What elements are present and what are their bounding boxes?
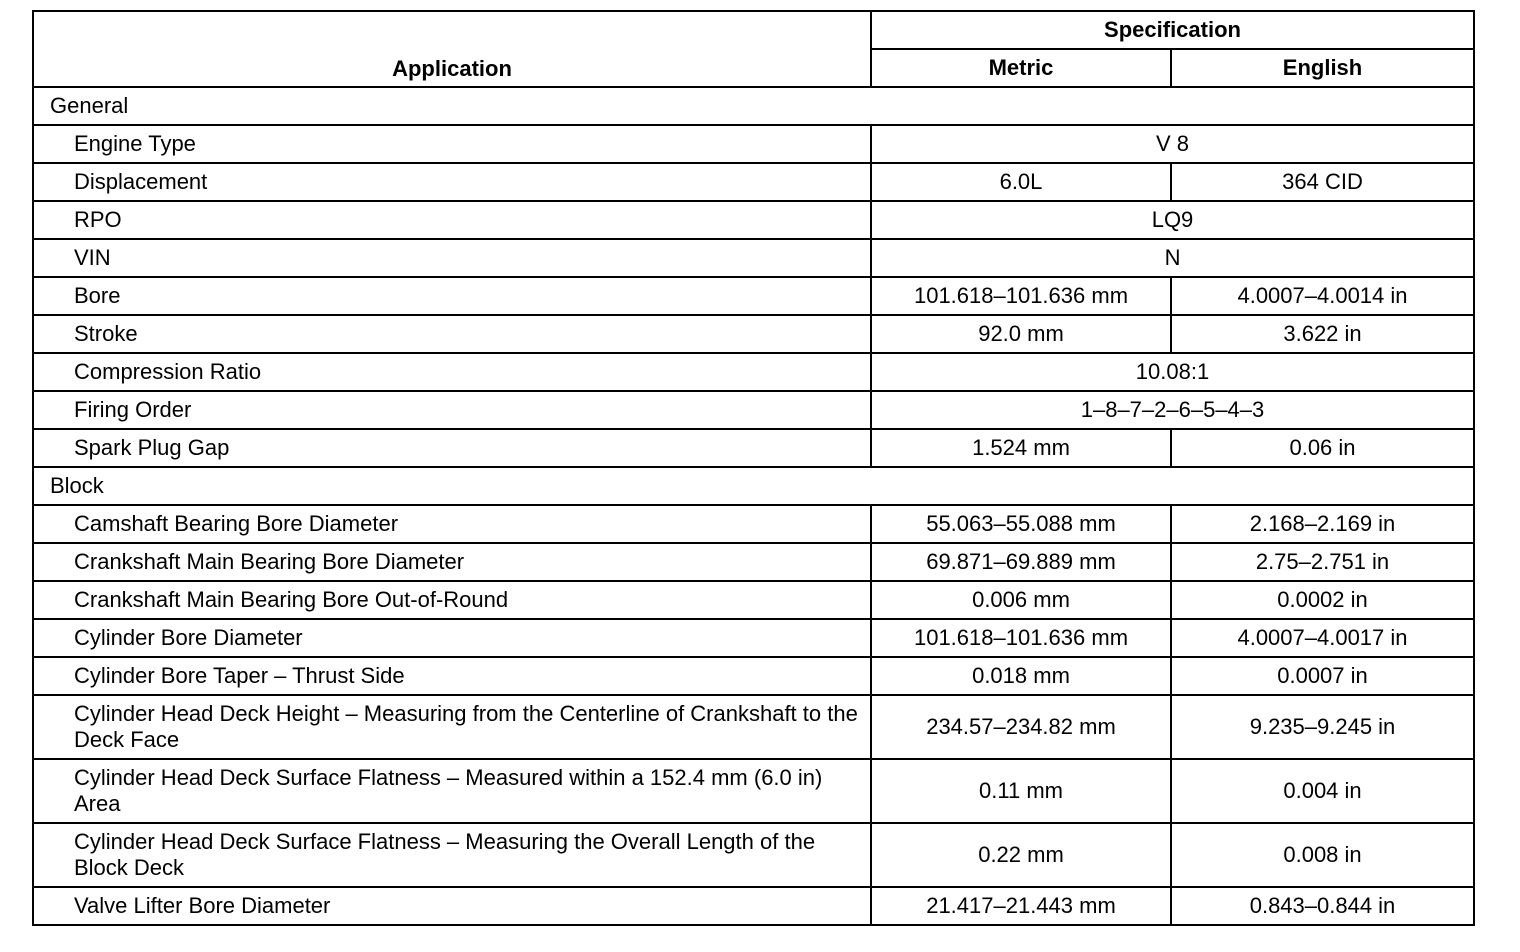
application-cell: Crankshaft Main Bearing Bore Diameter (33, 543, 871, 581)
table-row (33, 429, 1474, 467)
application-cell: Cylinder Head Deck Surface Flatness – Measuring the Overall Length of the Block Deck (33, 823, 871, 887)
table-row (33, 823, 1474, 887)
english-cell: 0.0007 in (1171, 657, 1474, 695)
combined-spec-cell: LQ9 (871, 201, 1474, 239)
application-cell: Cylinder Bore Diameter (33, 619, 871, 657)
table-row (33, 239, 1474, 277)
application-cell: Spark Plug Gap (33, 429, 871, 467)
application-header: Application (33, 11, 871, 87)
english-header: English (1171, 49, 1474, 87)
section-title: General (33, 87, 1474, 125)
metric-cell: 55.063–55.088 mm (871, 505, 1171, 543)
table-row (33, 315, 1474, 353)
metric-cell: 6.0L (871, 163, 1171, 201)
metric-cell: 0.006 mm (871, 581, 1171, 619)
application-cell: Firing Order (33, 391, 871, 429)
english-cell: 0.843–0.844 in (1171, 887, 1474, 925)
application-cell: VIN (33, 239, 871, 277)
table-row (33, 163, 1474, 201)
application-cell: Engine Type (33, 125, 871, 163)
english-cell: 2.75–2.751 in (1171, 543, 1474, 581)
application-cell: Displacement (33, 163, 871, 201)
application-cell: Cylinder Head Deck Surface Flatness – Measured within a 152.4 mm (6.0 in) Area (33, 759, 871, 823)
english-cell: 4.0007–4.0017 in (1171, 619, 1474, 657)
english-cell: 3.622 in (1171, 315, 1474, 353)
metric-cell: 234.57–234.82 mm (871, 695, 1171, 759)
metric-cell: 101.618–101.636 mm (871, 277, 1171, 315)
application-cell: Camshaft Bearing Bore Diameter (33, 505, 871, 543)
table-row (33, 581, 1474, 619)
section-title: Block (33, 467, 1474, 505)
english-cell: 2.168–2.169 in (1171, 505, 1474, 543)
application-cell: Crankshaft Main Bearing Bore Out-of-Round (33, 581, 871, 619)
metric-cell: 1.524 mm (871, 429, 1171, 467)
english-cell: 4.0007–4.0014 in (1171, 277, 1474, 315)
engine-specification-table (32, 10, 1475, 926)
table-row (33, 353, 1474, 391)
table-row (33, 657, 1474, 695)
table-row (33, 125, 1474, 163)
application-cell: RPO (33, 201, 871, 239)
section-row-block (33, 467, 1474, 505)
english-cell: 0.06 in (1171, 429, 1474, 467)
metric-cell: 0.018 mm (871, 657, 1171, 695)
english-cell: 0.008 in (1171, 823, 1474, 887)
english-cell: 0.0002 in (1171, 581, 1474, 619)
application-cell: Compression Ratio (33, 353, 871, 391)
metric-cell: 92.0 mm (871, 315, 1171, 353)
english-cell: 0.004 in (1171, 759, 1474, 823)
section-row-general (33, 87, 1474, 125)
application-cell: Cylinder Head Deck Height – Measuring from the Centerline of Crankshaft to the Deck Face (33, 695, 871, 759)
table-row (33, 759, 1474, 823)
metric-cell: 21.417–21.443 mm (871, 887, 1171, 925)
table-row (33, 695, 1474, 759)
table-row (33, 391, 1474, 429)
combined-spec-cell: 1–8–7–2–6–5–4–3 (871, 391, 1474, 429)
english-cell: 364 CID (1171, 163, 1474, 201)
table-row (33, 505, 1474, 543)
application-cell: Valve Lifter Bore Diameter (33, 887, 871, 925)
table-row (33, 543, 1474, 581)
metric-cell: 0.22 mm (871, 823, 1171, 887)
application-cell: Stroke (33, 315, 871, 353)
metric-cell: 0.11 mm (871, 759, 1171, 823)
metric-header: Metric (871, 49, 1171, 87)
combined-spec-cell: N (871, 239, 1474, 277)
metric-cell: 101.618–101.636 mm (871, 619, 1171, 657)
application-cell: Cylinder Bore Taper – Thrust Side (33, 657, 871, 695)
combined-spec-cell: V 8 (871, 125, 1474, 163)
specification-header: Specification (871, 11, 1474, 49)
combined-spec-cell: 10.08:1 (871, 353, 1474, 391)
english-cell: 9.235–9.245 in (1171, 695, 1474, 759)
table-row (33, 887, 1474, 925)
metric-cell: 69.871–69.889 mm (871, 543, 1171, 581)
application-cell: Bore (33, 277, 871, 315)
table-row (33, 619, 1474, 657)
table-row (33, 201, 1474, 239)
table-row (33, 277, 1474, 315)
